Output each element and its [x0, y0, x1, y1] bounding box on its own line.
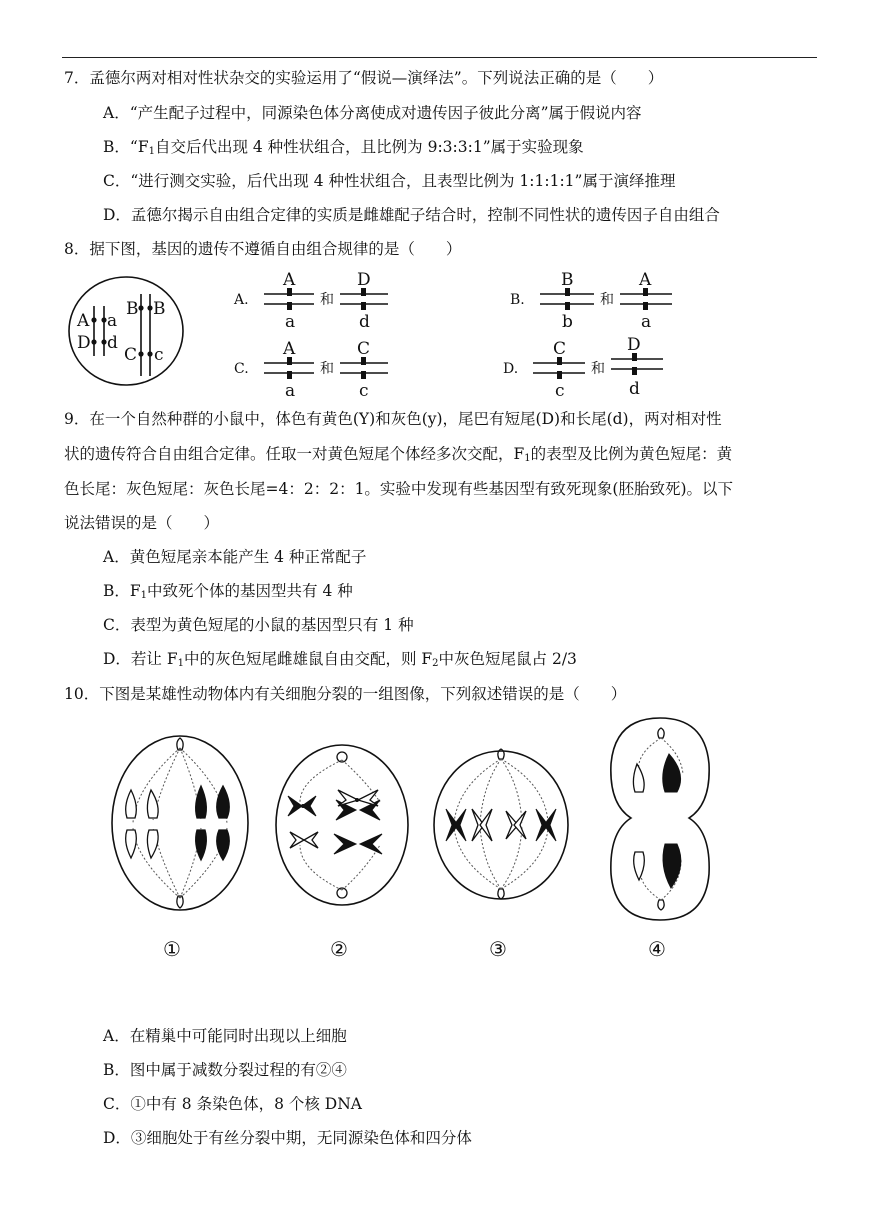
q10-figure-label-4: [645, 934, 675, 964]
cell-label-A: A: [77, 311, 90, 331]
q7-option-c: C．“进行测交实验，后代出现 4 种性状组合，且表型比例为 1:1:1:1”属于演绎推理: [103, 172, 676, 190]
q10-cell-2: [270, 740, 420, 910]
q8-option-d-letter: D.: [503, 361, 519, 377]
q10-cell-1: [105, 728, 255, 918]
svg-text:③: ③: [489, 937, 507, 961]
q9-line-2: 状的遗传符合自由组合定律。任取一对黄色短尾个体经多次交配，$F_1$的表型及比例为黄色短尾：黄: [64, 445, 733, 464]
svg-text:②: ②: [330, 937, 348, 961]
q8-b-gene2-top: A: [639, 270, 652, 290]
cell-label-B-right: B: [153, 299, 166, 319]
q9-line-3: 色长尾：灰色短尾：灰色长尾=4：2：2：1。实验中发现有些基因型有致死现象(胚胎致死)。以下: [64, 480, 734, 498]
q8-option-b-diagram: [510, 268, 680, 330]
q8-d-gene1-bot: c: [555, 381, 565, 401]
cell-label-c: c: [154, 345, 164, 365]
q8-b-and: 和: [600, 292, 614, 308]
q8-option-d-diagram: [503, 337, 673, 399]
q8-b-gene2-bot: a: [641, 312, 652, 332]
q8-d-gene2-bot: d: [629, 379, 640, 399]
q8-d-gene2-top: D: [627, 335, 641, 355]
q9-line-1: 9．在一个自然种群的小鼠中，体色有黄色(Y)和灰色(y)，尾巴有短尾(D)和长尾(d)，两对相对性: [64, 410, 722, 428]
q9-line-4: 说法错误的是（ ）: [64, 514, 220, 532]
header-rule: [62, 57, 817, 58]
svg-text:④: ④: [648, 937, 666, 961]
q8-a-gene2-bot: d: [359, 312, 370, 332]
q10-option-a: A．在精巢中可能同时出现以上细胞: [103, 1027, 347, 1045]
cell-label-D: D: [77, 333, 91, 353]
q8-option-a-letter: A.: [234, 292, 249, 308]
q7-option-d: D．孟德尔揭示自由组合定律的实质是雌雄配子结合时，控制不同性状的遗传因子自由组合: [103, 206, 720, 224]
cell-label-C: C: [124, 345, 138, 365]
q8-b-gene1-top: B: [561, 270, 574, 290]
q10-cell-4: [605, 714, 715, 924]
q8-c-gene2-top: C: [357, 339, 371, 359]
q8-c-gene1-bot: a: [285, 381, 296, 401]
q10-option-d: D．③细胞处于有丝分裂中期，无同源染色体和四分体: [103, 1129, 472, 1147]
cell-label-a: a: [107, 311, 118, 331]
q8-d-gene1-top: C: [553, 339, 567, 359]
q8-stem: 8．据下图，基因的遗传不遵循自由组合规律的是（ ）: [64, 240, 462, 258]
q10-cell-3: [428, 745, 578, 905]
q9-option-d: D．若让 $F_1$中的灰色短尾雌雄鼠自由交配，则 $F_2$中灰色短尾鼠占 2/3: [103, 650, 577, 669]
q9-option-b: B．$F_1$中致死个体的基因型共有 4 种: [103, 582, 353, 601]
q8-c-gene1-top: A: [283, 339, 296, 359]
q8-a-gene1-bot: a: [285, 312, 296, 332]
cell-label-d: d: [107, 333, 118, 353]
q8-option-a-diagram: [234, 268, 394, 330]
q7-option-b: B．“$F_1$自交后代出现 4 种性状组合，且比例为 9:3:3:1”属于实验现象: [103, 138, 584, 157]
q8-b-gene1-bot: b: [562, 312, 573, 332]
q8-option-b-letter: B.: [510, 292, 525, 308]
q10-figure-label-3: [486, 934, 516, 964]
q8-a-gene1-top: A: [283, 270, 296, 290]
q10-option-b: B．图中属于减数分裂过程的有②④: [103, 1061, 347, 1079]
cell-label-B-left: B: [126, 299, 139, 319]
q7-option-a: A．“产生配子过程中，同源染色体分离使成对遗传因子彼此分离”属于假说内容: [103, 104, 642, 122]
q10-option-c: C．①中有 8 条染色体，8 个核 DNA: [103, 1095, 362, 1113]
q8-option-c-letter: C.: [234, 361, 249, 377]
q8-d-and: 和: [591, 361, 605, 377]
q9-option-c: C．表型为黄色短尾的小鼠的基因型只有 1 种: [103, 616, 414, 634]
q10-stem: 10．下图是某雄性动物体内有关细胞分裂的一组图像，下列叙述错误的是（ ）: [64, 685, 627, 703]
q7-stem: 7．孟德尔两对相对性状杂交的实验运用了“假说—演绎法”。下列说法正确的是（ ）: [64, 69, 664, 87]
q8-c-gene2-bot: c: [359, 381, 369, 401]
q8-c-and: 和: [320, 361, 334, 377]
svg-text:①: ①: [163, 937, 181, 961]
q8-a-and: 和: [320, 292, 334, 308]
q9-option-a: A．黄色短尾亲本能产生 4 种正常配子: [103, 548, 367, 566]
q10-figure-label-1: [160, 934, 190, 964]
q8-option-c-diagram: [234, 337, 394, 399]
q8-cell-diagram: [66, 276, 190, 388]
q8-a-gene2-top: D: [357, 270, 371, 290]
q10-figure-label-2: [327, 934, 357, 964]
